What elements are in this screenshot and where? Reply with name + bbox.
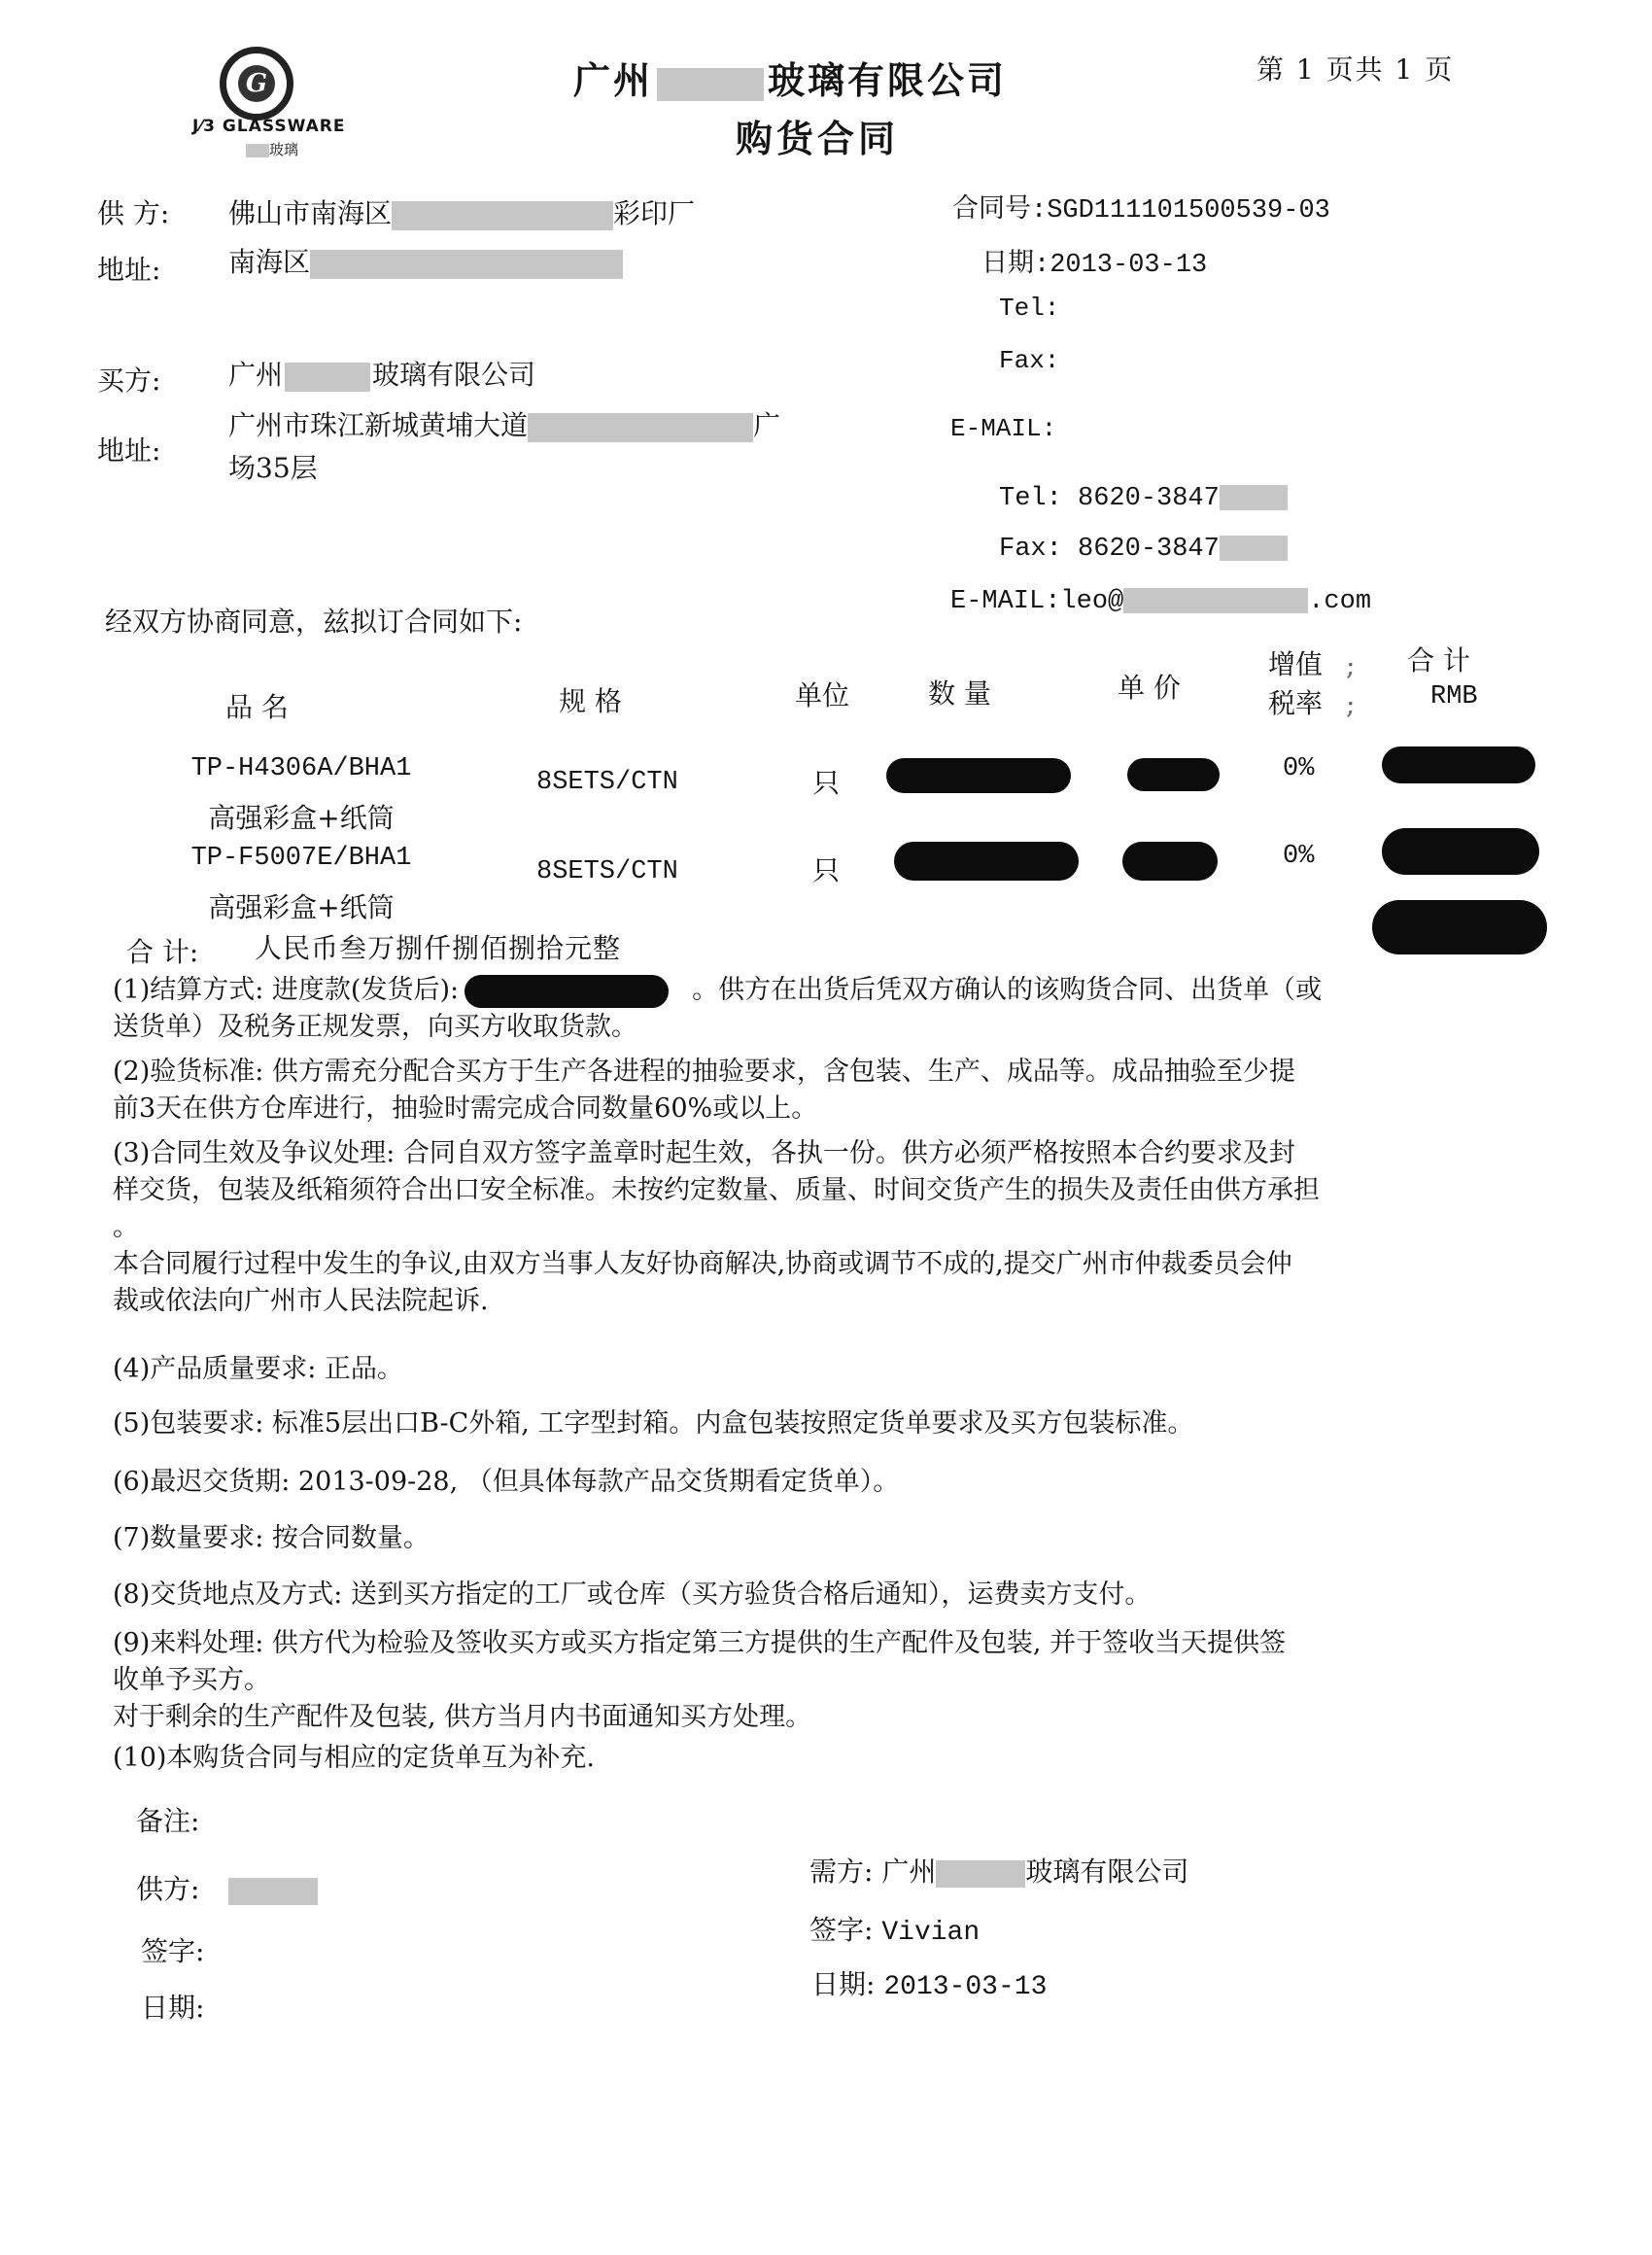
buyer-fax: Fax: 8620-3847 [999,535,1288,564]
row1-spec: 8SETS/CTN [536,768,678,797]
clause-5: (5)包装要求: 标准5层出口B-C外箱, 工字型封箱。内盒包装按照定货单要求及买方包装标准。 [113,1408,1194,1439]
clause-4: (4)产品质量要求: 正品。 [113,1354,403,1384]
supplier-address: 南海区 [228,241,623,280]
row2-name-line1: TP-F5007E/BHA1 [190,844,412,873]
redaction-grand-total [1372,900,1547,954]
supplier-email-label: E-MAIL: [950,414,1057,443]
redaction-qty [894,842,1079,881]
clause-7: (7)数量要求: 按合同数量。 [113,1523,430,1553]
redaction-price [1127,758,1220,791]
row2-spec: 8SETS/CTN [536,857,678,886]
column-separator: ; [1346,649,1356,681]
sign-supplier-date-label: 日期: [141,1992,205,2024]
buyer-address-label: 地址: [97,434,161,467]
col-header-price: 单 价 [1118,672,1181,704]
col-header-tax-1: 增值 [1268,648,1324,680]
redaction [657,68,764,101]
contract-number: 合同号:SGD111101500539-03 [952,196,1330,226]
contract-date: 日期:2013-03-13 [981,251,1208,280]
company-logo [192,47,356,156]
remarks-label: 备注: [136,1805,200,1837]
supplier-address-label: 地址: [97,254,161,286]
contract-intro: 经双方协商同意，兹拟订合同如下: [105,606,523,638]
page-indicator: 第 1 页共 1 页 [1256,53,1455,86]
col-header-total-2: RMB [1430,682,1478,711]
row1-name-line1: TP-H4306A/BHA1 [190,754,412,783]
sign-supplier-signature-label: 签字: [141,1935,205,1967]
supplier-tel-label: Tel: [999,294,1060,323]
logo-subtext: 玻璃 [246,139,298,159]
sign-supplier-label: 供方: [136,1868,318,1907]
row1-unit: 只 [812,767,841,799]
col-header-total-1: 合 计 [1407,644,1470,676]
redaction-total [1382,746,1535,783]
col-header-unit: 单位 [795,679,850,711]
clause-3: (3)合同生效及争议处理: 合同自双方签字盖章时起生效，各执一份。供方必须严格按照本合约要求及封 样交货，包装及纸箱须符合出口安全标准。未按约定数量、质量、时间交货产生的损失及责任由供方承担 。 本合同履行过程中发生的争议,由双方当事人友好协商解决,协商或调节不成的,提交广州市仲裁委员会仲 裁或依法向广州市人民法院起诉. [113,1138,1320,1316]
logo-brand-text: J⁄3 GLASSWARE [192,117,346,136]
clause-1: (1)结算方式: 进度款(发货后): 。供方在出货后凭双方确认的该购货合同、出货单（或 送货单）及税务正规发票，向买方收取货款。 [113,975,1323,1042]
row2-name-line2: 高强彩盒+纸筒 [208,891,395,923]
row2-unit: 只 [812,854,841,886]
clause-10: (10)本购货合同与相应的定货单互为补充. [113,1743,596,1773]
supplier-label: 供 方: [97,197,170,229]
company-title: 广州 玻璃有限公司 [573,58,1008,102]
clause-6: (6)最迟交货期: 2013-09-28, （但具体每款产品交货期看定货单）。 [113,1467,900,1497]
supplier-name: 佛山市南海区 彩印厂 [228,197,696,229]
clause-8: (8)交货地点及方式: 送到买方指定的工厂或仓库（买方验货合格后通知），运费卖方支付。 [113,1579,1152,1610]
redaction-total [1382,828,1539,875]
buyer-label: 买方: [97,364,161,397]
row2-tax: 0% [1283,842,1315,871]
row1-name-line2: 高强彩盒+纸筒 [208,802,395,834]
clause-2: (2)验货标准: 供方需充分配合买方于生产各进程的抽验要求，含包装、生产、成品等。成品抽验至少提 前3天在供方仓库进行，抽验时需完成合同数量60%或以上。 [113,1057,1295,1124]
col-header-spec: 规 格 [559,685,622,717]
redaction-qty [886,758,1071,793]
col-header-tax-2: 税率 [1268,687,1324,719]
supplier-fax-label: Fax: [999,346,1060,375]
total-label: 合 计: [126,936,199,968]
total-amount-text: 人民币叁万捌仟捌佰捌拾元整 [255,932,622,964]
sign-buyer: 需方: 广州 玻璃有限公司 [809,1856,1189,1888]
buyer-address-line1: 广州市珠江新城黄埔大道 广 [228,409,781,441]
row1-tax: 0% [1283,754,1315,783]
logo-emblem-icon: G [220,47,293,121]
col-header-name: 品 名 [225,691,289,723]
col-header-qty: 数 量 [928,677,991,710]
redaction-price [1122,842,1218,881]
document-title: 购货合同 [736,117,900,160]
sign-buyer-date: 日期: 2013-03-13 [811,1968,1048,2002]
clause-9: (9)来料处理: 供方代为检验及签收买方或买方指定第三方提供的生产配件及包装, 并于签收当天提供签 收单予买方。 对于剩余的生产配件及包装, 供方当月内书面通知买方处理。 [113,1628,1287,1732]
sign-buyer-signature: 签字: Vivian [809,1914,981,1948]
buyer-tel: Tel: 8620-3847 [999,484,1288,513]
buyer-email: E-MAIL:leo@ .com [950,587,1372,616]
buyer-address-line2: 场35层 [228,452,318,484]
column-separator: ; [1346,688,1356,720]
buyer-name: 广州 玻璃有限公司 [228,359,536,391]
